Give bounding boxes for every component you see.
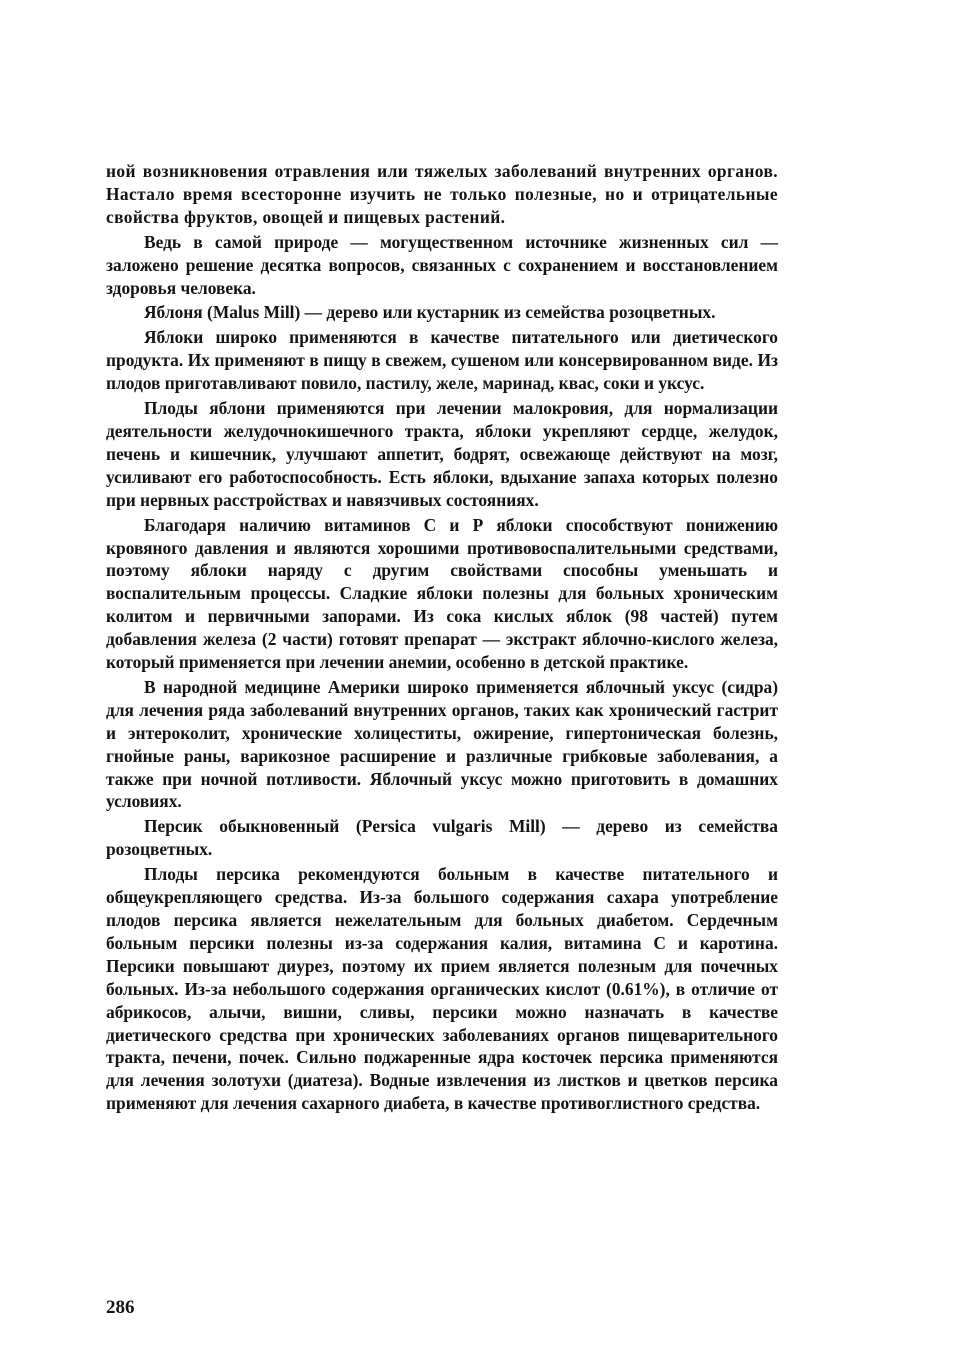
paragraph-apple-treatment: Плоды яблони применяются при лечении малокровия, для нормализации деятельности желудочнокишечного тракта, яблоки укрепляют сердце, желудок, печень и кишечник, улучшают аппетит, бодрят, освежающе действуют на мозг, усиливают его работоспособность. Есть яблоки, вдыхание запаха которых полезно при нервных расстройствах и навязчивых состояниях.	[106, 398, 778, 510]
paragraph-apple-vitamins: Благодаря наличию витаминов С и Р яблоки способствуют понижению кровяного давления и являются хорошими противовоспалительными средствами, поэтому яблоки наряду с другим свойствами способны уменьшать и воспалительным процессы. Сладкие яблоки полезны для больных хроническим колитом и первичными запорами. Из сока кислых яблок (98 частей) путем добавления железа (2 части) готовят препарат — экстракт яблочно-кислого железа, который применяется при лечении анемии, особенно в детской практике.	[106, 514, 778, 673]
page-number: 286	[106, 1297, 135, 1318]
page-body	[106, 160, 778, 1117]
paragraph-peach-uses: Плоды персика рекомендуются больным в качестве питательного и общеукрепляющего средства. Из-за большого содержания сахара употребление плодов персика является нежелательным для больных диабетом. Сердечным больным персики полезны из-за содержания калия, витамина С и каротина. Персики повышают диурез, поэтому их прием является полезным для почечных больных. Из-за небольшого содержания органических кислот (0.61%), в отличие от абрикосов, алычи, вишни, сливы, персики можно назначать в качестве диетического средства при хронических заболеваниях органов пищеварительного тракта, печени, почек. Сильно поджаренные ядра косточек персика применяются для лечения золотухи (диатеза). Водные извлечения из листков и цветков персика применяют для лечения сахарного диабета, в качестве противоглистного средства.	[106, 864, 778, 1114]
paragraph-apple-vinegar: В народной медицине Америки широко применяется яблочный уксус (сидра) для лечения ряда заболеваний внутренних органов, таких как хронический гастрит и энтероколит, хронические холицеститы, ожирение, гипертоническая болезнь, гнойные раны, варикозное расширение и различные грибковые заболевания, а также при ночной потливости. Яблочный уксус можно приготовить в домашних условиях.	[106, 676, 778, 812]
paragraph-apple-tree: Яблоня (Malus Mill) — дерево или кустарник из семейства розоцветных.	[144, 302, 716, 323]
paragraph-apple-uses: Яблоки широко применяются в качестве питательного или диетического продукта. Их применяют в пищу в свежем, сушеном или консервированном виде. Из плодов приготавливают повило, пастилу, желе, маринад, квас, соки и уксус.	[106, 327, 778, 394]
paragraph-nature: Ведь в самой природе — могущественном источнике жизненных сил — заложено решение десятка вопросов, связанных с сохранением и восстановлением здоровья человека.	[106, 231, 778, 298]
paragraph-continuation: ной возникновения отравления или тяжелых заболеваний внутренних органов. Настало время всесторонне изучить не только полезные, но и отрицательные свойства фруктов, овощей и пищевых растений.	[106, 161, 778, 227]
paragraph-peach-tree: Персик обыкновенный (Persica vulgaris Mill) — дерево из семейства розоцветных.	[106, 816, 778, 860]
